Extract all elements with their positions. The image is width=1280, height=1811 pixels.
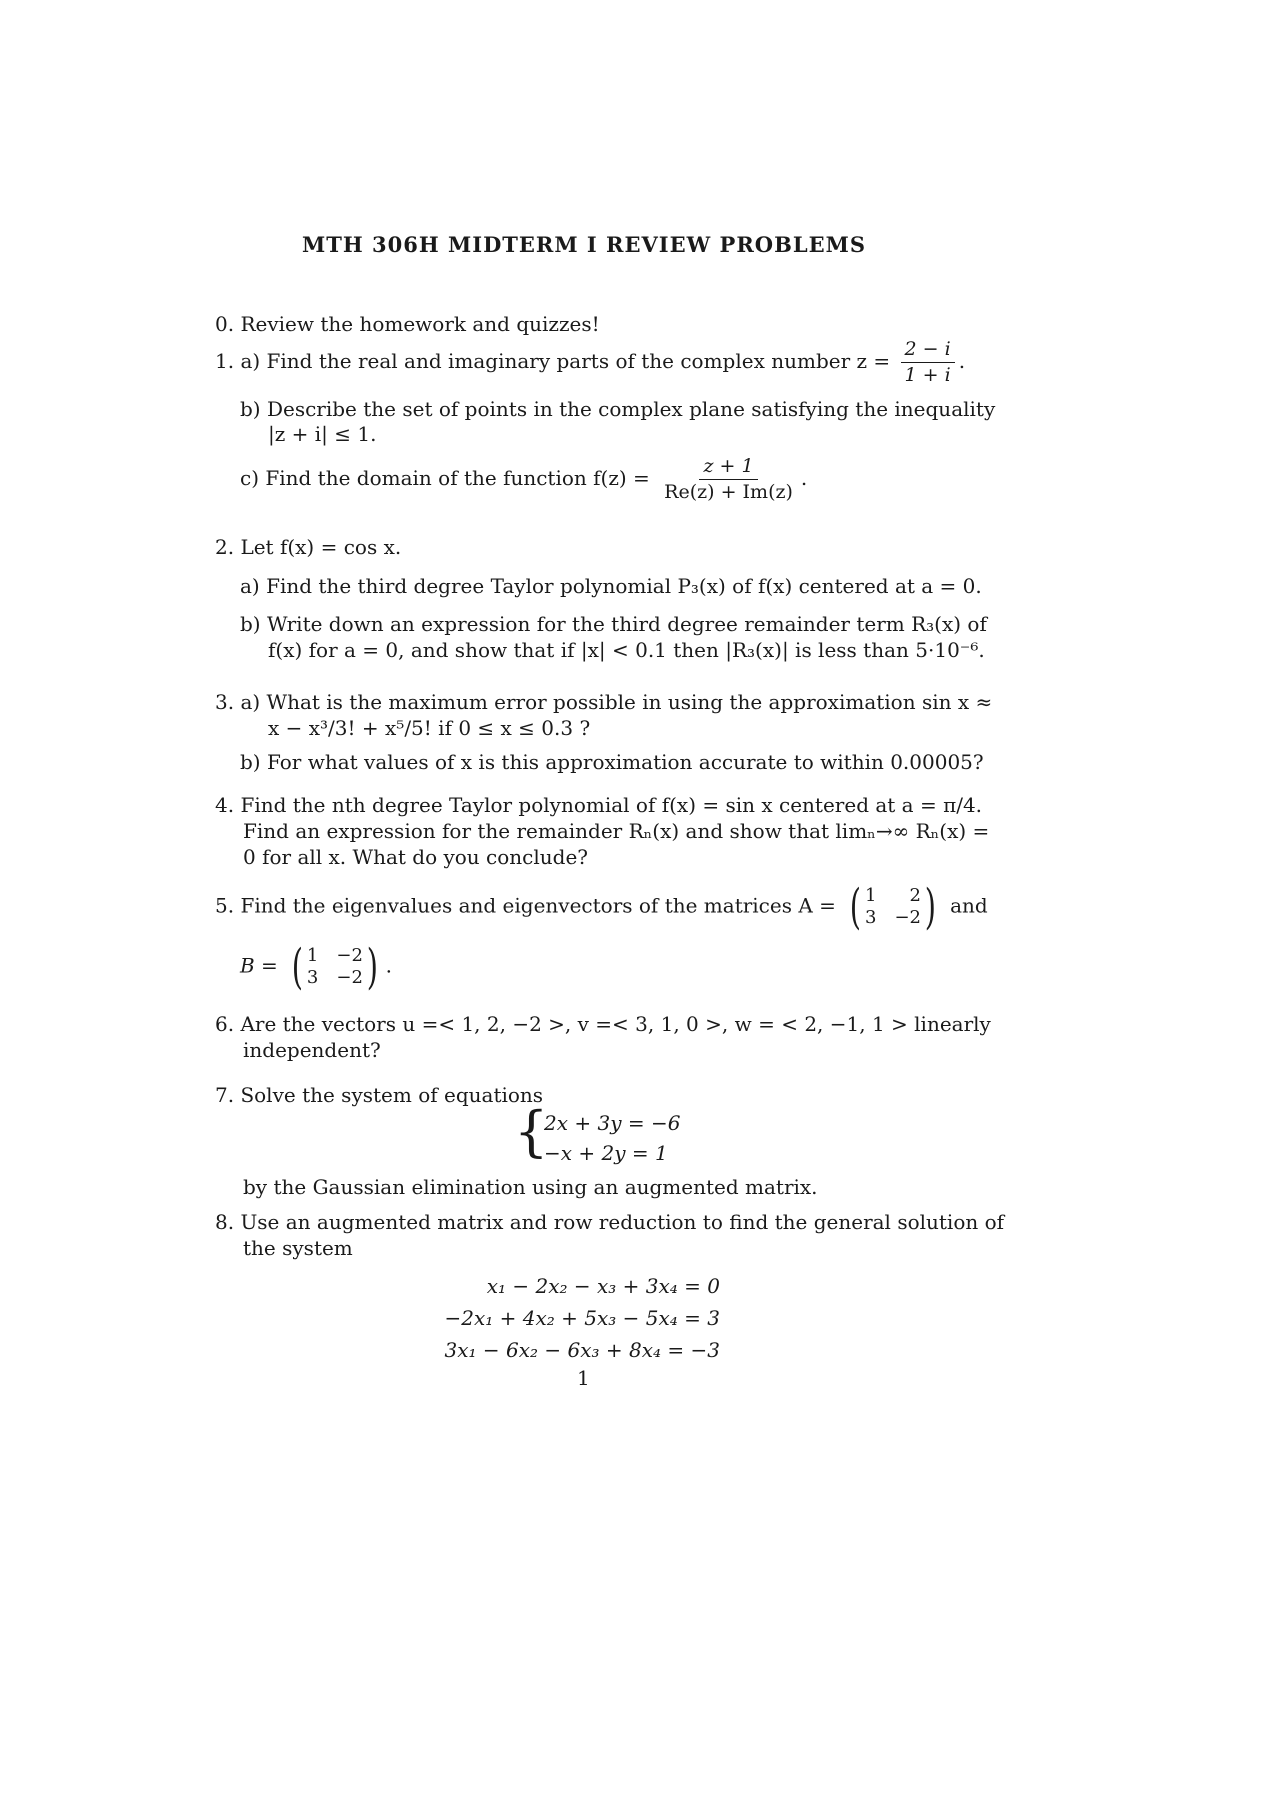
problem-3a-line1: 3. a) What is the maximum error possible in using the approximation sin x ≈ xyxy=(215,690,993,714)
system-8-eq2: −2x₁ + 4x₂ + 5x₃ − 5x₄ = 3 xyxy=(444,1306,720,1330)
matrix-a-entry: −2 xyxy=(894,907,921,928)
problem-5 xyxy=(215,879,988,935)
problem-4-line1: 4. Find the nth degree Taylor polynomial of f(x) = sin x centered at a = π/4. xyxy=(215,793,983,817)
problem-1c-text: c) Find the domain of the function f(z) = xyxy=(240,465,650,490)
problem-2b-line1: b) Write down an expression for the third degree remainder term R₃(x) of xyxy=(240,612,987,636)
fraction-1a-denominator: 1 + i xyxy=(904,363,951,386)
page-title: MTH 306H MIDTERM I REVIEW PROBLEMS xyxy=(301,232,866,257)
problem-3a-line2: x − x³/3! + x⁵/5! if 0 ≤ x ≤ 0.3 ? xyxy=(268,716,591,740)
problem-6-line1: 6. Are the vectors u =< 1, 2, −2 >, v =< 3, 1, 0 >, w = < 2, −1, 1 > linearly xyxy=(215,1012,991,1036)
problem-2b-line2: f(x) for a = 0, and show that if |x| < 0.1 then |R₃(x)| is less than 5·10⁻⁶. xyxy=(268,638,985,662)
problem-1a: 1. a) Find the real and imaginary parts of the complex number z = $\frac{2 - i}{1 + i}$ . xyxy=(215,338,966,386)
system-7-eq1: 2x + 3y = −6 xyxy=(544,1111,681,1135)
problem-5-b xyxy=(240,939,392,995)
problem-4-line3: 0 for all x. What do you conclude? xyxy=(243,845,589,869)
problem-4-line2: Find an expression for the remainder Rₙ(x) and show that limₙ→∞ Rₙ(x) = xyxy=(243,819,990,843)
matrix-b: ( 1 −2 3 −2 ) xyxy=(291,939,378,995)
fraction-1a xyxy=(901,338,955,387)
fraction-1c xyxy=(660,455,797,504)
problem-3b: b) For what values of x is this approximation accurate to within 0.00005? xyxy=(240,750,984,774)
system-brace: { xyxy=(514,1100,549,1163)
matrix-b-label: B = xyxy=(240,953,278,978)
problem-1b-line1: b) Describe the set of points in the complex plane satisfying the inequality xyxy=(240,397,996,421)
fraction-1c-denominator: Re(z) + Im(z) xyxy=(664,480,793,503)
matrix-a-entry: 3 xyxy=(865,907,877,928)
problem-1c: c) Find the domain of the function f(z) = $\frac{z + 1}{Re(z) + Im(z)}$ . xyxy=(240,455,808,503)
problem-5-text: 5. Find the eigenvalues and eigenvectors of the matrices A = xyxy=(215,893,836,918)
problem-2-lead: 2. Let f(x) = cos x. xyxy=(215,535,402,559)
fraction-1a-numerator: 2 − i xyxy=(901,338,955,363)
matrix-b-entry: −2 xyxy=(336,967,363,988)
problem-8-line2: the system xyxy=(243,1236,353,1260)
problem-0: 0. Review the homework and quizzes! xyxy=(215,312,600,336)
matrix-b-entry: 3 xyxy=(306,967,319,988)
system-7-eq2: −x + 2y = 1 xyxy=(544,1141,668,1165)
matrix-a-entry: 1 xyxy=(865,885,877,907)
problem-7-lead: 7. Solve the system of equations xyxy=(215,1083,544,1107)
problem-8-line1: 8. Use an augmented matrix and row reduction to find the general solution of xyxy=(215,1210,1005,1234)
matrix-b-entry: −2 xyxy=(336,945,363,967)
problem-7-tail: by the Gaussian elimination using an augmented matrix. xyxy=(243,1175,818,1199)
problem-1b-line2: |z + i| ≤ 1. xyxy=(268,422,377,446)
problem-5-and: and xyxy=(950,893,988,918)
problem-6-line2: independent? xyxy=(243,1038,381,1062)
system-8-eq3: 3x₁ − 6x₂ − 6x₃ + 8x₄ = −3 xyxy=(444,1338,720,1362)
problem-2a: a) Find the third degree Taylor polynomial P₃(x) of f(x) centered at a = 0. xyxy=(240,574,982,598)
system-8-eq1: x₁ − 2x₂ − x₃ + 3x₄ = 0 xyxy=(486,1274,720,1298)
matrix-b-entry: 1 xyxy=(306,945,319,967)
matrix-a: ( 1 2 3 −2 ) xyxy=(850,879,936,935)
matrix-b-period: . xyxy=(385,953,392,978)
page-number: 1 xyxy=(577,1366,590,1390)
problem-1a-text: 1. a) Find the real and imaginary parts of the complex number z = xyxy=(215,348,891,373)
fraction-1c-numerator: z + 1 xyxy=(699,455,757,480)
matrix-a-entry: 2 xyxy=(909,885,921,907)
